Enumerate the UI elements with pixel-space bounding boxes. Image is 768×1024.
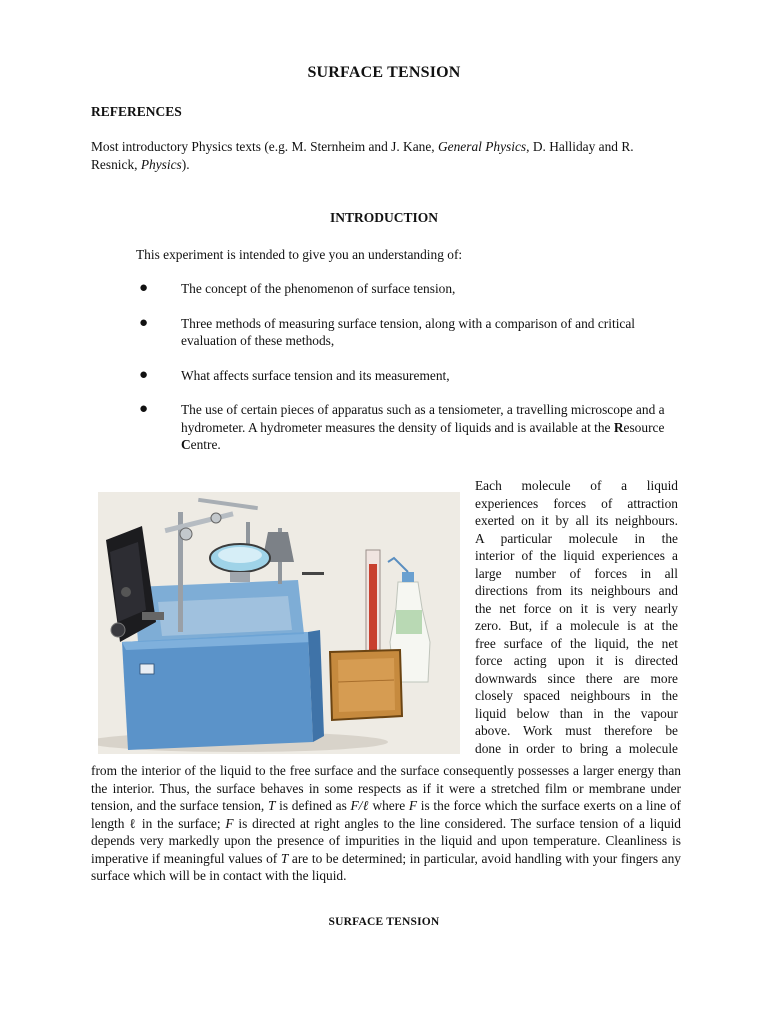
text-line: zero. But, if a molecule is at the xyxy=(475,618,678,633)
text-line: interior of the liquid experiences a xyxy=(475,548,678,563)
references-text-part: Most introductory Physics texts (e.g. M. Sternheim and J. Kane, xyxy=(91,139,438,154)
list-item xyxy=(136,280,681,298)
symbol-t: T xyxy=(280,850,289,866)
text-line: liquid below than in the vapour xyxy=(475,705,678,721)
list-item-text-part: esource xyxy=(623,419,665,435)
book-title-physics: Physics xyxy=(140,156,182,172)
body-text-part: are to be determined; in particular, avoid handling with your fingers any surface which will be in contact with the liquid. xyxy=(91,850,681,883)
body-text-part: is defined as xyxy=(275,798,351,813)
introduction-lead: This experiment is intended to give you an understanding of: xyxy=(136,247,463,262)
book-title-general-physics: General Physics xyxy=(438,139,527,154)
list-item-text: Three methods of measuring surface tension, along with a comparison of and critical evaluation of these methods, xyxy=(181,315,636,348)
text-line: force acting upon it is directed xyxy=(475,653,678,668)
list-item-text: What affects surface tension and its measurement, xyxy=(181,367,450,383)
text-line: exerted on it by all its neighbours. xyxy=(475,513,678,528)
body-text-part: where xyxy=(368,798,409,813)
references-text xyxy=(91,138,681,173)
body-text-part: is the force which the surface exerts on a line of length ℓ in the surface; xyxy=(91,798,681,831)
text-line: A particular molecule in the xyxy=(475,530,678,546)
text-line: the net force on it is very nearly xyxy=(475,600,678,616)
list-item xyxy=(136,367,681,385)
introduction-heading: INTRODUCTION xyxy=(329,210,438,225)
objectives-list xyxy=(136,280,681,471)
text-line: free surface of the liquid, the net xyxy=(475,635,678,651)
text-line: Each molecule of a liquid xyxy=(475,478,678,493)
text-line: above. Work must therefore be xyxy=(475,723,678,738)
centre-initial-c: C xyxy=(181,437,191,452)
bullet-icon: ● xyxy=(139,280,149,296)
body-paragraph xyxy=(91,762,681,885)
symbol-f: F xyxy=(225,815,234,831)
bullet-icon: ● xyxy=(139,366,149,383)
body-text-part: from the interior of the liquid to the free surface and the surface consequently possesses a larger energy than the interior. Thus, the surface behaves in some respects as if it were a stretched film or membrane under tension, and the surface tension, xyxy=(91,763,681,813)
list-item-text xyxy=(181,402,665,452)
symbol-t: T xyxy=(267,798,276,813)
page-title: SURFACE TENSION xyxy=(307,64,461,81)
text-line: directions from its neighbours and xyxy=(475,583,678,598)
bullet-icon: ● xyxy=(139,401,149,417)
text-line: done in order to bring a molecule xyxy=(475,740,678,756)
body-text-part: is directed at right angles to the line considered. The surface tension of a liquid depends very markedly upon the presence of impurities in the liquid and upon temperature. Cleanliness is imperative if meaningful values of xyxy=(91,815,681,866)
resource-initial-r: R xyxy=(613,419,624,435)
text-line: large number of forces in all xyxy=(475,565,678,581)
references-text-part: ). xyxy=(181,156,190,172)
list-item-text-part: The use of certain pieces of apparatus such as a tensiometer, a travelling microscope and a hydrometer. A hydrometer measures the density of liquids and is available at the xyxy=(181,402,665,435)
page-footer: SURFACE TENSION xyxy=(328,916,440,928)
text-line: experiences forces of attraction xyxy=(475,495,678,511)
apparatus-photo xyxy=(98,492,460,754)
references-text-part: , D. Halliday and R. Resnick, xyxy=(91,139,634,172)
wrapped-paragraph xyxy=(475,477,678,757)
text-line: downwards since there are more xyxy=(475,670,678,686)
list-item xyxy=(136,315,681,350)
list-item-text-part: entre. xyxy=(190,437,221,452)
bullet-icon: ● xyxy=(139,314,149,331)
list-item xyxy=(136,401,681,454)
list-item-text: The concept of the phenomenon of surface tension, xyxy=(181,281,456,296)
symbol-f: F xyxy=(408,798,418,813)
references-heading: REFERENCES xyxy=(91,104,182,119)
text-line: closely spaced neighbours in the xyxy=(475,688,678,703)
formula-f-over-l: F/ℓ xyxy=(350,798,369,813)
